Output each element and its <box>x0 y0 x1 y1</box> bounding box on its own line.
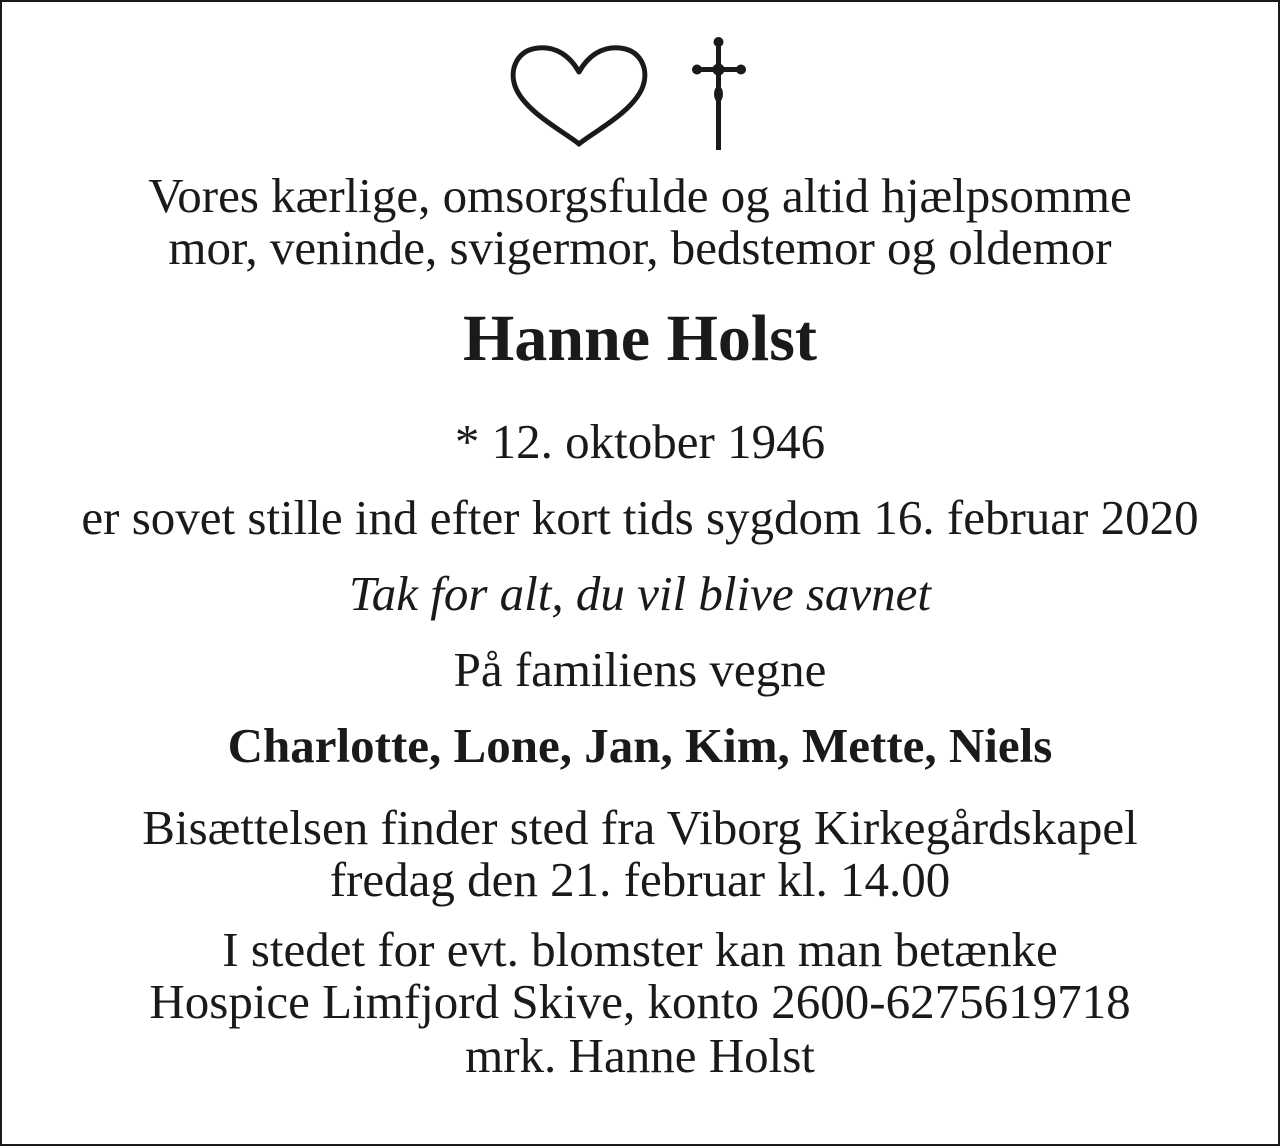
heart-icon <box>508 44 650 148</box>
on-behalf-text: På familiens vegne <box>453 642 827 697</box>
cross-icon <box>692 36 746 154</box>
donation-line-1: I stedet for evt. blomster kan man betænke <box>222 922 1058 977</box>
family-names: Charlotte, Lone, Jan, Kim, Mette, Niels <box>227 718 1053 773</box>
intro-line-2: mor, veninde, svigermor, bedstemor og oldemor <box>168 220 1112 275</box>
deceased-name: Hanne Holst <box>463 302 817 375</box>
passing-statement: er sovet stille ind efter kort tids sygdom 16. februar 2020 <box>81 490 1199 545</box>
intro-line-1: Vores kærlige, omsorgsfulde og altid hjælpsomme <box>148 168 1132 223</box>
birth-date: * 12. oktober 1946 <box>454 414 826 469</box>
donation-line-3: mrk. Hanne Holst <box>465 1028 815 1083</box>
donation-line-2: Hospice Limfjord Skive, konto 2600-6275619718 <box>149 974 1131 1029</box>
funeral-line-2: fredag den 21. februar kl. 14.00 <box>329 852 951 907</box>
funeral-line-1: Bisættelsen finder sted fra Viborg Kirkegårdskapel <box>142 800 1138 855</box>
farewell-text: Tak for alt, du vil blive savnet <box>348 566 932 621</box>
symbols-row <box>2 36 1278 156</box>
